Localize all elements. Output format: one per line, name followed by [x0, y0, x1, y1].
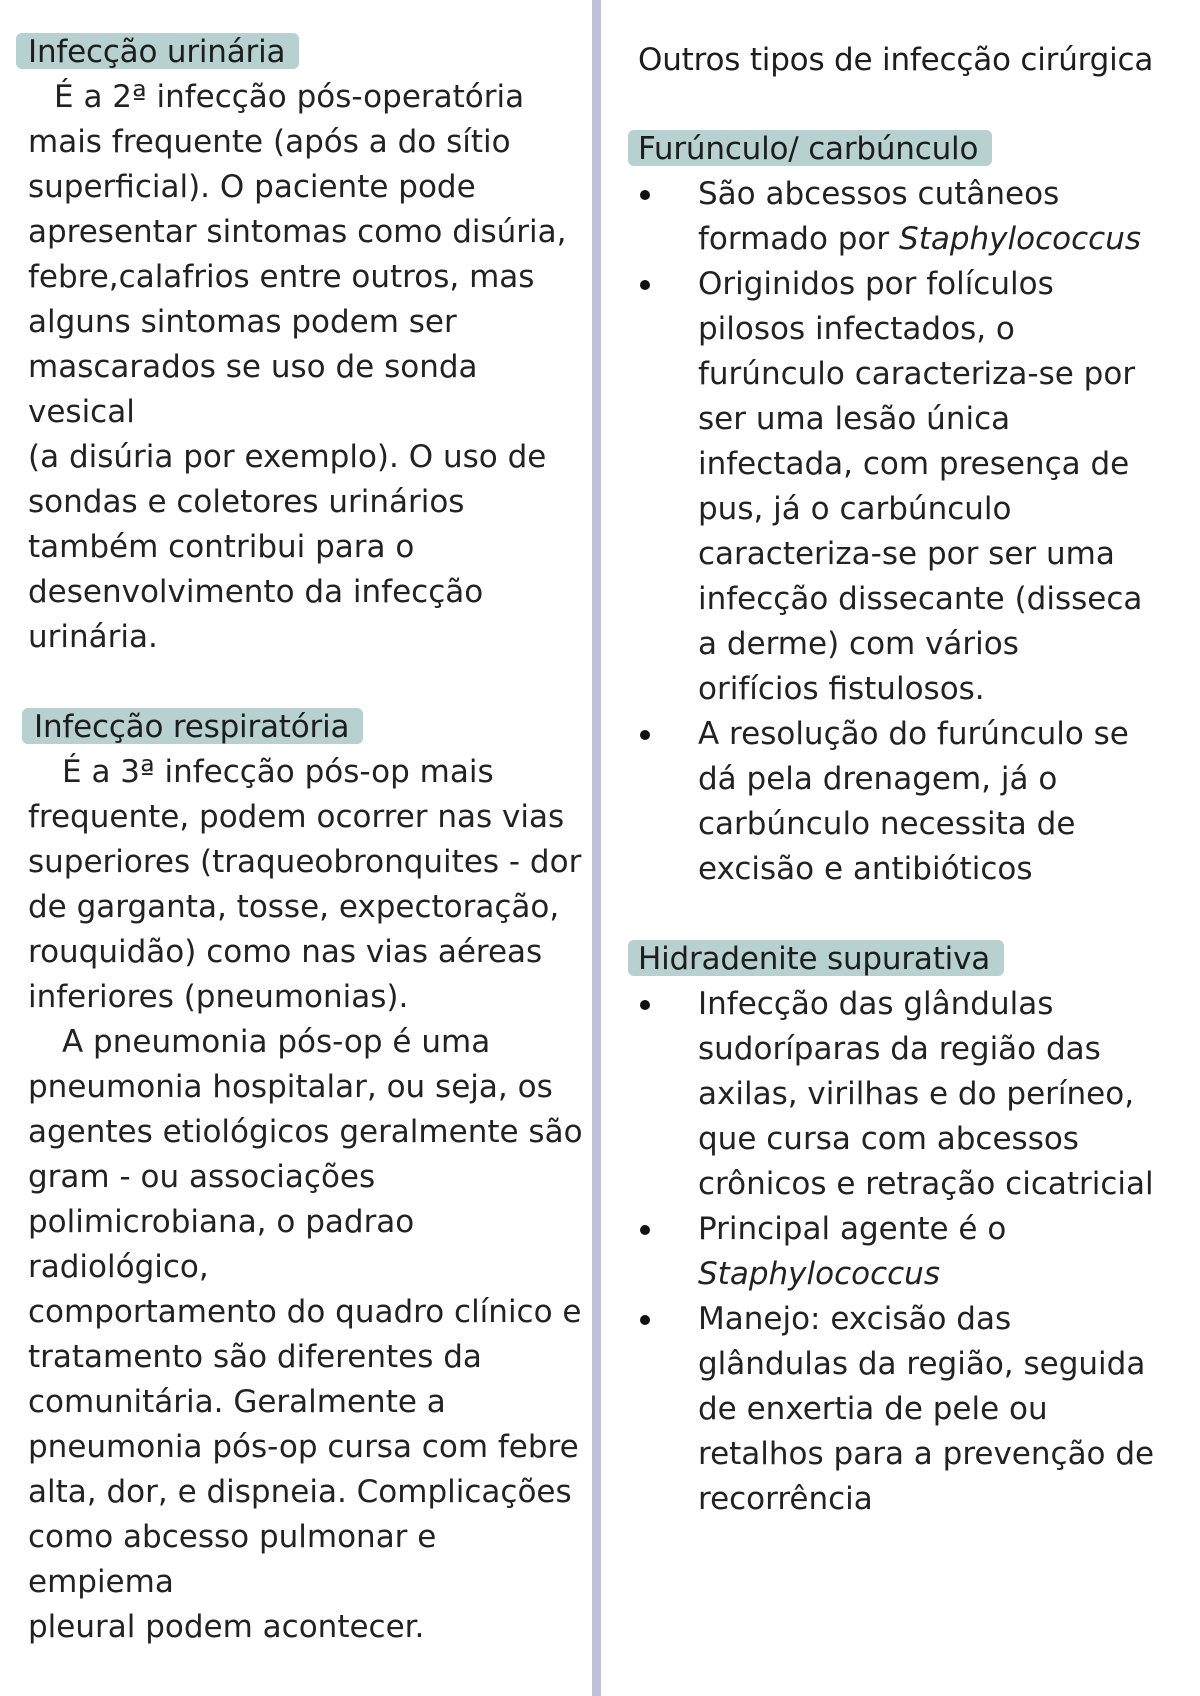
- text-line: febre,calafrios entre outros, mas: [28, 259, 535, 295]
- text-line: como abcesso pulmonar e empiema: [28, 1519, 437, 1600]
- text-line: gram - ou associações: [28, 1159, 376, 1195]
- furunculo-list: [602, 172, 1190, 892]
- heading-urinary-infection: Infecção urinária: [16, 33, 299, 69]
- heading-hidradenite: Hidradenite supurativa: [628, 940, 1004, 976]
- text-line: inferiores (pneumonias).: [28, 979, 409, 1015]
- text-line: agentes etiológicos geralmente são: [28, 1114, 583, 1150]
- text-line: pneumonia hospitalar, ou seja, os: [28, 1069, 553, 1105]
- list-item: Infecção das glândulas sudoríparas da região das axilas, virilhas e do períneo, que cursa com abcessos crônicos e retração cicatricial: [602, 982, 1190, 1207]
- right-column: [630, 38, 1190, 1522]
- section-title: Outros tipos de infecção cirúrgica: [638, 42, 1154, 78]
- text-line: rouquidão) como nas vias aéreas: [28, 934, 543, 970]
- text-line: pneumonia pós-op cursa com febre: [28, 1429, 579, 1465]
- text-line: sondas e coletores urinários: [28, 484, 465, 520]
- left-column: [28, 30, 588, 1650]
- text-line: frequente, podem ocorrer nas vias: [28, 799, 565, 835]
- text-line: É a 2ª infecção pós-operatória: [54, 79, 525, 115]
- text-line: desenvolvimento da infecção: [28, 574, 484, 610]
- text-line: pleural podem acontecer.: [28, 1609, 425, 1645]
- list-item: Manejo: excisão das glândulas da região, seguida de enxertia de pele ou retalhos para a prevenção de recorrência: [602, 1297, 1190, 1522]
- heading-furunculo: Furúnculo/ carbúnculo: [628, 130, 992, 166]
- text-line: mais frequente (após a do sítio: [28, 124, 511, 160]
- text-line: apresentar sintomas como disúria,: [28, 214, 567, 250]
- text-line: de garganta, tosse, expectoração,: [28, 889, 560, 925]
- text-line: A pneumonia pós-op é uma: [62, 1024, 491, 1060]
- text-line: comunitária. Geralmente a: [28, 1384, 446, 1420]
- text-line: comportamento do quadro clínico e: [28, 1294, 582, 1330]
- hidradenite-list: [602, 982, 1190, 1522]
- heading-respiratory-infection: Infecção respiratória: [22, 708, 363, 744]
- list-item: A resolução do furúnculo se dá pela drenagem, já o carbúnculo necessita de excisão e antibióticos: [602, 712, 1190, 892]
- text-line: também contribui para o: [28, 529, 415, 565]
- list-item: Originidos por folículos pilosos infectados, o furúnculo caracteriza-se por ser uma lesão única infectada, com presença de pus, já o carbúnculo caracteriza-se por ser uma infecção dissecante (disseca a derme) com vários orifícios fistulosos.: [602, 262, 1190, 712]
- text-line: alguns sintomas podem ser: [28, 304, 457, 340]
- respiratory-paragraph: [28, 750, 588, 1650]
- list-item: Principal agente é o Staphylococcus: [602, 1207, 1190, 1297]
- text-line: superficial). O paciente pode: [28, 169, 476, 205]
- text-line: tratamento são diferentes da: [28, 1339, 482, 1375]
- text-line: polimicrobiana, o padrao radiológico,: [28, 1204, 415, 1285]
- column-divider: [592, 0, 601, 1696]
- text-line: É a 3ª infecção pós-op mais: [62, 754, 494, 790]
- text-line: mascarados se uso de sonda vesical: [28, 349, 478, 430]
- text-line: superiores (traqueobronquites - dor: [28, 844, 582, 880]
- urinary-paragraph: [28, 75, 588, 660]
- list-item: São abcessos cutâneos formado por Staphylococcus: [602, 172, 1190, 262]
- text-line: (a disúria por exemplo). O uso de: [28, 439, 547, 475]
- text-line: alta, dor, e dispneia. Complicações: [28, 1474, 572, 1510]
- text-line: urinária.: [28, 619, 158, 655]
